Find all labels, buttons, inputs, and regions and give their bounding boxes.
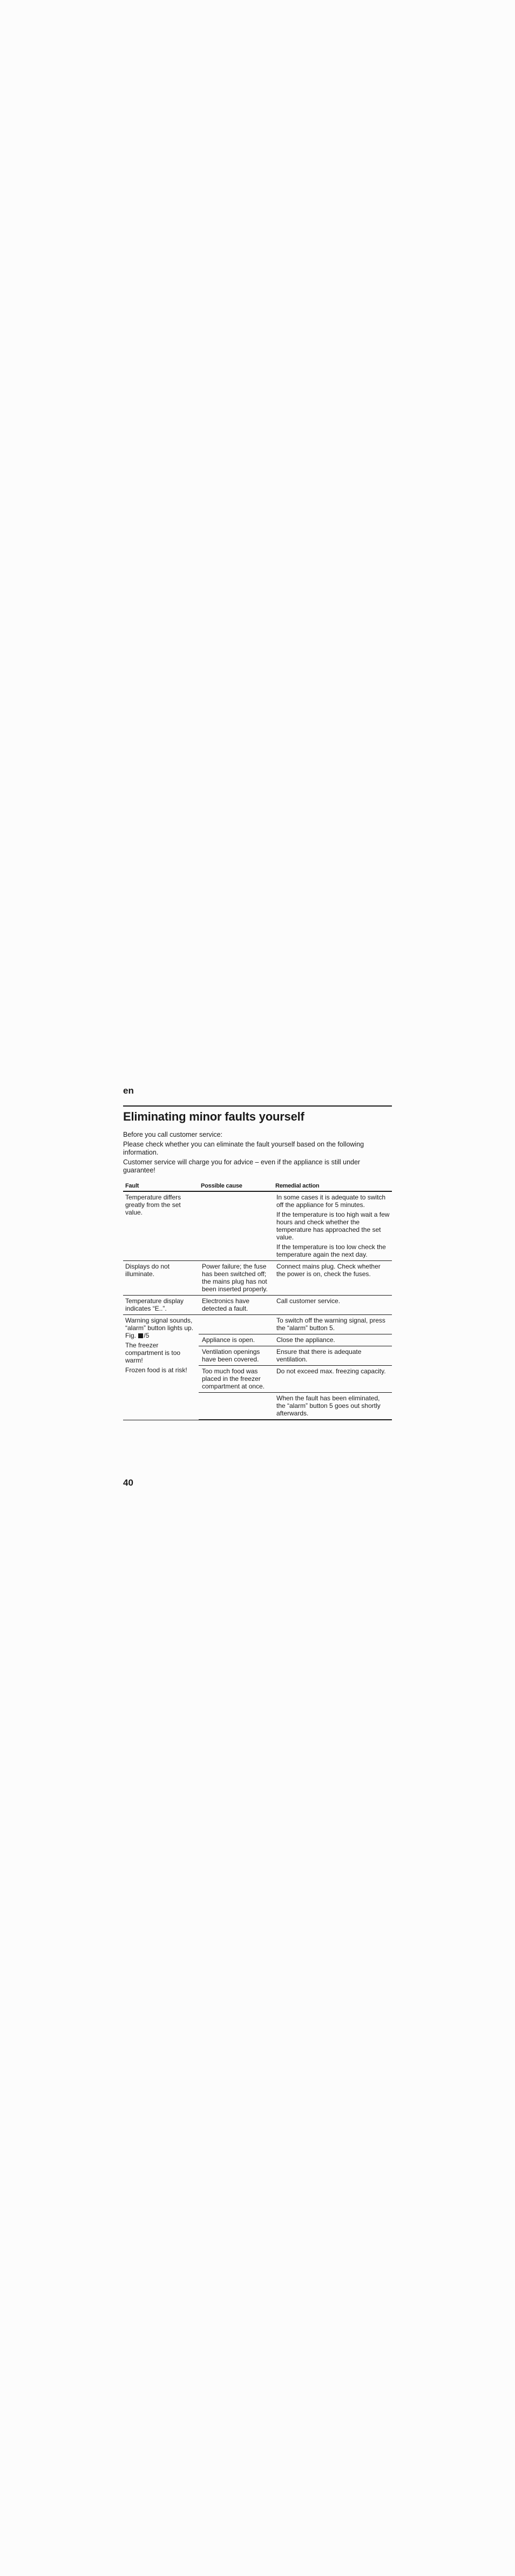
- cause-cell: Power failure; the fuse has been switched off; the mains plug has not been inserted properly.: [199, 1261, 273, 1296]
- action-cell: Call customer service.: [273, 1296, 392, 1315]
- intro-line: Customer service will charge you for advice – even if the appliance is still under guarantee!: [123, 1158, 361, 1174]
- action-cell: To switch off the warning signal, press the “alarm” button 5.: [273, 1315, 392, 1334]
- fault-cell: Temperature display indicates “E..”.: [123, 1296, 199, 1315]
- fault-text: The freezer compartment is too warm!: [125, 1341, 181, 1364]
- intro-text: [123, 1131, 392, 1175]
- column-header-cause: Possible cause: [199, 1182, 273, 1191]
- table-row: [123, 1191, 392, 1261]
- fault-table: [123, 1182, 392, 1420]
- fault-cell: [123, 1315, 199, 1420]
- action-text: In some cases it is adequate to switch off the appliance for 5 minutes.: [276, 1193, 386, 1209]
- action-text: If the temperature is too low check the temperature again the next day.: [276, 1243, 386, 1258]
- fault-cell: Temperature differs greatly from the set value.: [123, 1191, 199, 1261]
- cause-cell: Appliance is open.: [199, 1334, 273, 1346]
- action-cell: Do not exceed max. freezing capacity.: [273, 1366, 392, 1393]
- table-row: [123, 1315, 392, 1334]
- action-cell: [273, 1191, 392, 1261]
- action-text: If the temperature is too high wait a few hours and check whether the temperature has approached the set value.: [276, 1211, 390, 1241]
- cause-cell: [199, 1315, 273, 1334]
- fault-cell: Displays do not illuminate.: [123, 1261, 199, 1296]
- section-title: Eliminating minor faults yourself: [123, 1110, 304, 1123]
- cause-cell: Electronics have detected a fault.: [199, 1296, 273, 1315]
- page-number: 40: [123, 1478, 133, 1488]
- column-header-fault: Fault: [123, 1182, 199, 1191]
- intro-line: Please check whether you can eliminate the fault yourself based on the following information.: [123, 1141, 364, 1156]
- cause-cell: [199, 1191, 273, 1261]
- header-rule: [123, 1105, 392, 1107]
- action-cell: Ensure that there is adequate ventilation.: [273, 1346, 392, 1366]
- action-cell: Close the appliance.: [273, 1334, 392, 1346]
- table-row: [123, 1296, 392, 1315]
- fault-text: Frozen food is at risk!: [125, 1366, 187, 1374]
- table-header-row: [123, 1182, 392, 1191]
- column-header-action: Remedial action: [273, 1182, 392, 1191]
- cause-cell: Ventilation openings have been covered.: [199, 1346, 273, 1366]
- language-label: en: [123, 1085, 134, 1096]
- faults-section: [123, 1109, 392, 1420]
- action-cell: When the fault has been eliminated, the “alarm” button 5 goes out shortly afterwards.: [273, 1393, 392, 1420]
- cause-cell: [199, 1393, 273, 1420]
- fault-text: Warning signal sounds, “alarm” button lights up. Fig. /5: [125, 1317, 194, 1339]
- figure-reference: /5: [144, 1332, 150, 1339]
- figure-reference-icon: [138, 1333, 143, 1338]
- action-cell: Connect mains plug. Check whether the power is on, check the fuses.: [273, 1261, 392, 1296]
- cause-cell: Too much food was placed in the freezer compartment at once.: [199, 1366, 273, 1393]
- table-row: [123, 1261, 392, 1296]
- intro-line: Before you call customer service:: [123, 1131, 223, 1138]
